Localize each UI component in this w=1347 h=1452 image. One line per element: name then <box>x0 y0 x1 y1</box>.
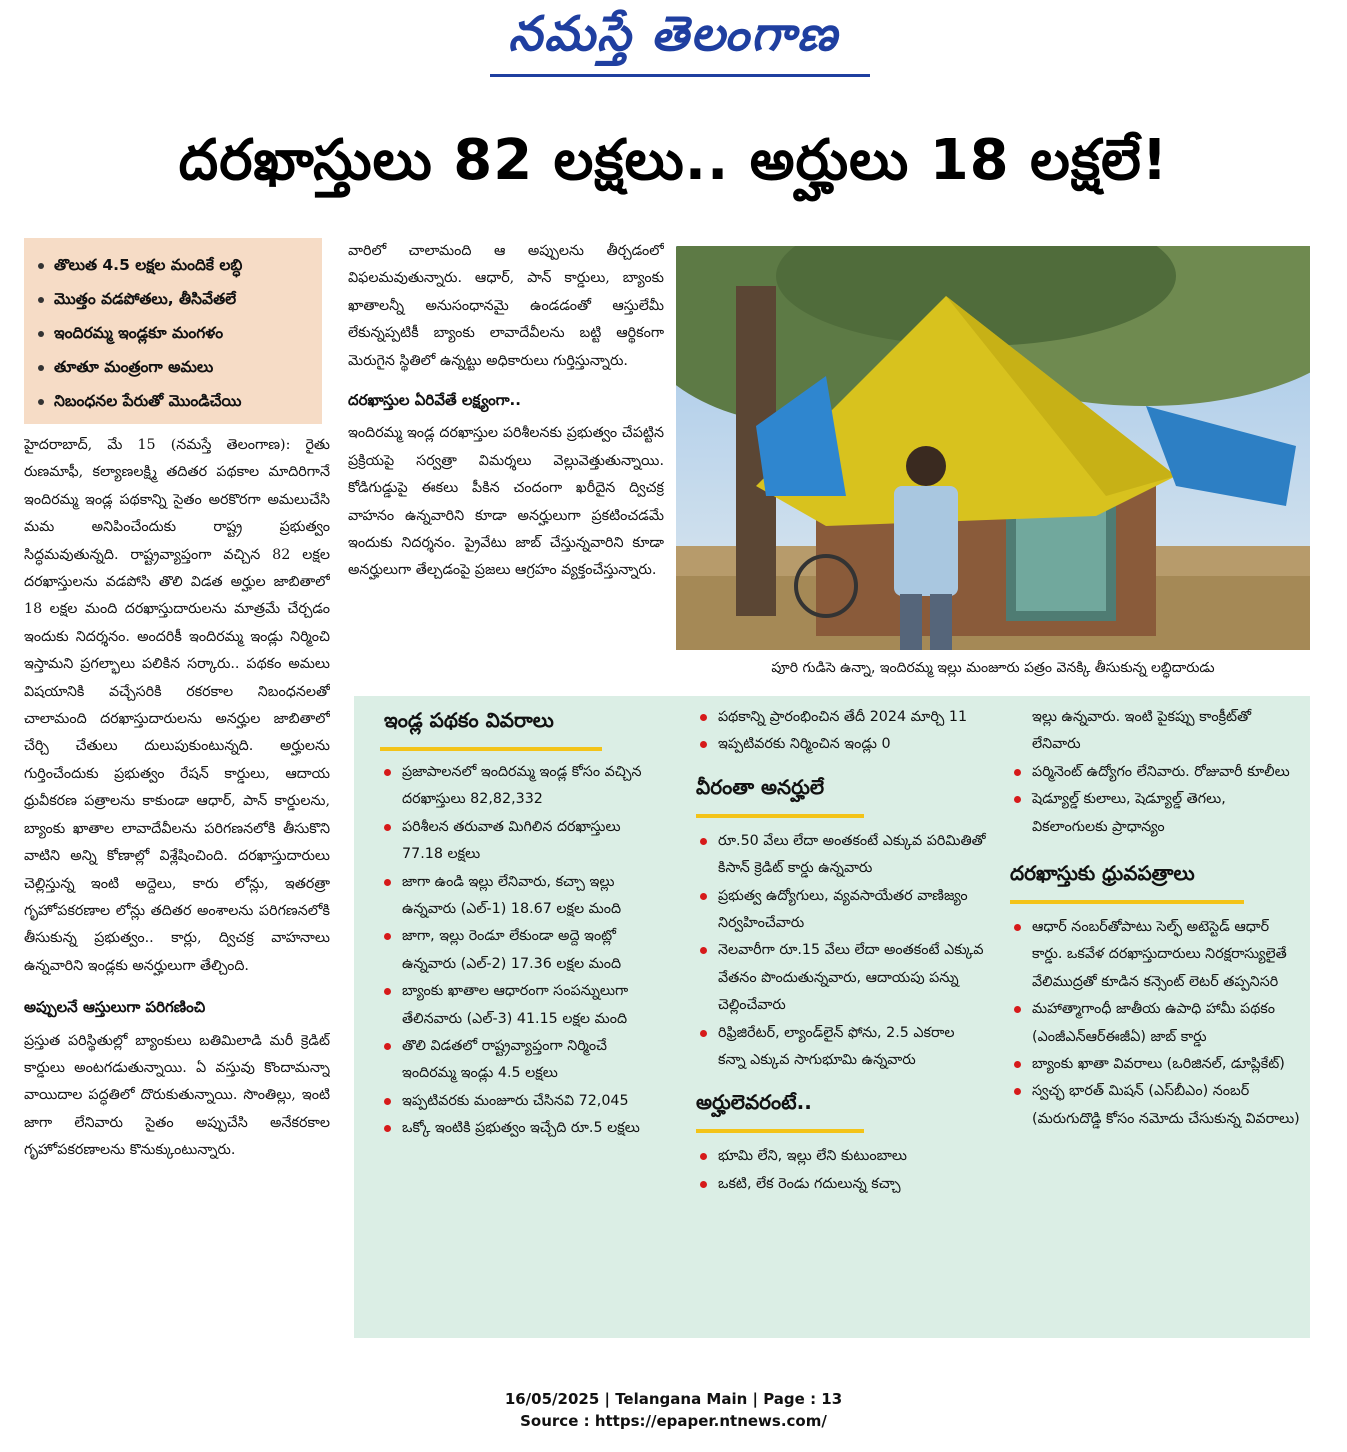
highlight-item: మొత్తం వడపోతలు, తీసివేతలే <box>38 282 314 316</box>
ineligible-column <box>696 704 986 1198</box>
ineligible-list <box>696 828 986 1075</box>
bullet-icon <box>384 824 391 831</box>
bullet-icon <box>700 1030 707 1037</box>
list-item: బ్యాంకు ఖాతాల ఆధారంగా సంపన్నులుగా తేలినవారు (ఎల్-3) 41.15 లక్షల మంది <box>380 978 662 1033</box>
documents-title: దరఖాస్తుకు ధ్రువపత్రాలు <box>1010 861 1195 886</box>
article-paragraph: హైదరాబాద్, మే 15 (నమస్తే తెలంగాణ): రైతు రుణమాఫీ, కల్యాణలక్ష్మి తదితర పథకాల మాదిరిగానే ఇందిరమ్మ ఇండ్ల పథకాన్ని సైతం అరకొరగా అమలుచేసి మమ అనిపించేందుకు రాష్ట్ర ప్రభుత్వం సిద్ధమవుతున్నది. రాష్ట్రవ్యాప్తంగా వచ్చిన 82 లక్షల దరఖాస్తులను వడపోసి తొలి విడత అర్హుల జాబితాలో 18 లక్షల మంది దరఖాస్తుదారులను మాత్రమే చేర్చడం ఇందుకు నిదర్శనం. అందరికీ ఇందిరమ్మ ఇండ్లు నిర్మించి ఇస్తామని ప్రగల్భాలు పలికిన సర్కారు.. పథకం అమలు విషయానికి వచ్చేసరికి రకరకాల నిబంధనలతో చాలామంది దరఖాస్తుదారులను అనర్హుల జాబితాలో చేర్చి చేతులు దులుపుకుంటున్నది. అర్హులను గుర్తించేందుకు ప్రభుత్వం రేషన్ కార్డులు, ఆదాయ ధ్రువీకరణ పత్రాలను కాకుండా ఆధార్, పాన్ కార్డులను, బ్యాంకు ఖాతాల లావాదేవీలను పరిగణనలోకి తీసుకొని వాటిని అన్ని కోణాల్లో విశ్లేషించింది. దరఖాస్తుదారులు చెల్లిస్తున్న ఇంటి అద్దెలు, కారు లోన్లు, ఇతరత్రా గృహోపకరణాల లోన్లు తదితర అంశాలను పరిగణనలోకి తీసుకున్న ప్రభుత్వం.. కార్లు, ద్విచక్ర వాహనాలు ఉన్నవారిని ఇండ్లకు అనర్హులుగా తేల్చింది. <box>24 437 330 974</box>
scheme-details-box <box>354 696 1310 1338</box>
list-item: రూ.50 వేలు లేదా అంతకంటే ఎక్కువ పరిమితితో కిసాన్ క్రెడిట్ కార్డు ఉన్నవారు <box>696 828 986 883</box>
eligible-list <box>696 1143 986 1198</box>
scheme-details-title: ఇండ్ల పథకం వివరాలు <box>384 708 554 732</box>
eligible-title: అర్హులెవరంటే.. <box>696 1090 812 1115</box>
bullet-icon <box>384 879 391 886</box>
title-underline <box>696 814 864 818</box>
photo-caption: పూరి గుడిసె ఉన్నా, ఇందిరమ్మ ఇల్లు మంజూరు పత్రం వెనక్కి తీసుకున్న లబ్ధిదారుడు <box>771 660 1215 676</box>
bullet-icon <box>700 893 707 900</box>
list-item: ఒకటి, లేక రెండు గదులున్న కచ్చా <box>696 1171 986 1198</box>
article-subhead: దరఖాస్తుల ఏరివేతే లక్ష్యంగా.. <box>348 391 521 410</box>
list-item: భూమి లేని, ఇల్లు లేని కుటుంబాలు <box>696 1143 986 1170</box>
list-item: నెలవారీగా రూ.15 వేలు లేదా అంతకంటే ఎక్కువ వేతనం పొందుతున్నవారు, ఆదాయపు పన్ను చెల్లించేవారు <box>696 937 986 1019</box>
scheme-details-list <box>380 759 662 1143</box>
bullet-icon <box>1014 796 1021 803</box>
list-item: ఆధార్ నంబర్‌తోపాటు సెల్ఫ్ అటెస్టెడ్ ఆధార్ కార్డు. ఒకవేళ దరఖాస్తుదారులు నిరక్షరాస్యులైతే వేలిముద్రతో కూడిన కన్సెంట్ లెటర్ తప్పనిసరి <box>1010 914 1302 996</box>
bullet-icon <box>700 1181 707 1188</box>
bullet-icon <box>1014 924 1021 931</box>
article-column-1 <box>24 432 330 1342</box>
list-item: పరిశీలన తరువాత మిగిలిన దరఖాస్తులు 77.18 లక్షలు <box>380 814 662 869</box>
bullet-icon <box>384 1098 391 1105</box>
footer-source: Source : https://epaper.ntnews.com/ <box>520 1412 827 1430</box>
bullet-icon <box>38 297 44 303</box>
scheme-details-list-cont <box>696 704 986 759</box>
bullet-icon <box>700 1153 707 1160</box>
list-item: ఒక్కో ఇంటికి ప్రభుత్వం ఇచ్చేది రూ.5 లక్షలు <box>380 1115 662 1142</box>
bullet-icon <box>38 263 44 269</box>
list-item: తొలి విడతలో రాష్ట్రవ్యాప్తంగా నిర్మించే ఇందిరమ్మ ఇండ్లు 4.5 లక్షలు <box>380 1033 662 1088</box>
bullet-icon <box>384 769 391 776</box>
list-item: ఇప్పటివరకు మంజూరు చేసినవి 72,045 <box>380 1088 662 1115</box>
list-item: జాగా ఉండి ఇల్లు లేనివారు, కచ్చా ఇల్లు ఉన్నవారు (ఎల్-1) 18.67 లక్షల మంది <box>380 869 662 924</box>
eligible-list-cont: ఇల్లు ఉన్నవారు. ఇంటి పైకప్పు కాంక్రీట్‌తో లేనివారు <box>1032 709 1252 753</box>
scheme-details-column <box>380 708 662 1143</box>
bullet-icon <box>384 1125 391 1132</box>
headline: దరఖాస్తులు 82 లక్షలు.. అర్హులు 18 లక్షలే! <box>178 128 1169 193</box>
list-item: జాగా, ఇల్లు రెండూ లేకుండా అద్దె ఇంట్లో ఉన్నవారు (ఎల్-2) 17.36 లక్షల మంది <box>380 923 662 978</box>
title-underline <box>1010 900 1244 904</box>
bullet-icon <box>1014 769 1021 776</box>
documents-list <box>1010 914 1302 1133</box>
bullet-icon <box>38 399 44 405</box>
article-column-2 <box>348 238 664 678</box>
documents-column <box>1010 704 1302 1133</box>
list-item: స్వచ్ఛ భారత్ మిషన్ (ఎస్‌బీఎం) నంబర్ (మరుగుదొడ్డి కోసం నమోదు చేసుకున్న వివరాలు) <box>1010 1078 1302 1133</box>
bullet-icon <box>38 331 44 337</box>
bullet-icon <box>1014 1006 1021 1013</box>
list-item: ఇప్పటివరకు నిర్మించిన ఇండ్లు 0 <box>696 731 986 758</box>
bullet-icon <box>700 741 707 748</box>
bullet-icon <box>1014 1061 1021 1068</box>
bullet-icon <box>700 838 707 845</box>
list-item: పథకాన్ని ప్రారంభించిన తేదీ 2024 మార్చి 11 <box>696 704 986 731</box>
article-paragraph: వారిలో చాలామంది ఆ అప్పులను తీర్చడంలో విఫలమవుతున్నారు. ఆధార్, పాన్ కార్డులు, బ్యాంకు ఖాతాలన్నీ అనుసంధానమై ఉండడంతో ఆస్తులేమీ లేకున్నప్పటికీ బ్యాంకు లావాదేవీలను బట్టి ఆర్థికంగా మెరుగైన స్థితిలో ఉన్నట్టు అధికారులు గుర్తిస్తున్నారు. <box>348 243 664 369</box>
highlight-item: తొలుత 4.5 లక్షల మందికే లబ్ధి <box>38 248 314 282</box>
bullet-icon <box>384 988 391 995</box>
bullet-icon <box>384 1043 391 1050</box>
highlight-item: ఇందిరమ్మ ఇండ్లకూ మంగళం <box>38 316 314 350</box>
ineligible-title: వీరంతా అనర్హులే <box>696 774 825 799</box>
title-underline <box>380 747 602 751</box>
hut-photo-illustration <box>676 246 1310 650</box>
bullet-icon <box>700 714 707 721</box>
footer-date-page: 16/05/2025 | Telangana Main | Page : 13 <box>504 1390 843 1408</box>
news-photo <box>676 246 1310 650</box>
list-item: రిఫ్రిజిరేటర్, ల్యాండ్‌లైన్ ఫోను, 2.5 ఎకరాల కన్నా ఎక్కువ సాగుభూమి ఉన్నవారు <box>696 1020 986 1075</box>
list-item: మహాత్మాగాంధీ జాతీయ ఉపాధి హామీ పథకం (ఎంజీఎన్ఆర్ఈజీఏ) జాబ్ కార్డు <box>1010 996 1302 1051</box>
masthead-underline <box>490 74 870 77</box>
list-item: షెడ్యూల్డ్ కులాలు, షెడ్యూల్డ్ తెగలు, వికలాంగులకు ప్రాధాన్యం <box>1010 786 1302 841</box>
title-underline <box>696 1129 864 1133</box>
page-footer <box>0 1388 1347 1432</box>
highlight-item: తూతూ మంత్రంగా అమలు <box>38 350 314 384</box>
bullet-icon <box>38 365 44 371</box>
eligible-list-2 <box>1010 759 1302 841</box>
highlight-item: నిబంధనల పేరుతో మొండిచేయి <box>38 384 314 418</box>
bullet-icon <box>700 947 707 954</box>
highlights-box <box>24 238 322 424</box>
article-paragraph: ప్రస్తుత పరిస్థితుల్లో బ్యాంకులు బతిమిలాడి మరీ క్రెడిట్ కార్డులు అంటగడుతున్నాయి. ఏ వస్తువు కొందామన్నా వాయిదాల పద్ధతిలో దొరుకుతున్నాయి. సొంతిల్లు, ఇంటి జాగా లేనివారు సైతం అప్పుచేసి అనేకరకాల గృహోపకరణాలను కొనుక్కుంటున్నారు. <box>24 1032 330 1159</box>
list-item: ప్రజాపాలనలో ఇందిరమ్మ ఇండ్ల కోసం వచ్చిన దరఖాస్తులు 82,82,332 <box>380 759 662 814</box>
list-item: పర్మినెంట్ ఉద్యోగం లేనివారు. రోజువారీ కూలీలు <box>1010 759 1302 786</box>
list-item: ప్రభుత్వ ఉద్యోగులు, వ్యవసాయేతర వాణిజ్యం నిర్వహించేవారు <box>696 883 986 938</box>
article-paragraph: ఇందిరమ్మ ఇండ్ల దరఖాస్తుల పరిశీలనకు ప్రభుత్వం చేపట్టిన ప్రక్రియపై సర్వత్రా విమర్శలు వెల్లువెత్తుతున్నాయి. కోడిగుడ్డుపై ఈకలు పీకిన చందంగా ఖరీదైన ద్విచక్ర వాహనం ఉన్నవారిని కూడా అనర్హులుగా ప్రకటించడమే ఇందుకు నిదర్శనం. ప్రైవేటు జాబ్ చేస్తున్నవారిని కూడా అనర్హులుగా తేల్చడంపై ప్రజలు ఆగ్రహం వ్యక్తంచేస్తున్నారు. <box>348 425 664 579</box>
bullet-icon <box>1014 1088 1021 1095</box>
bullet-icon <box>384 933 391 940</box>
article-subhead: అప్పులనే ఆస్తులుగా పరిగణించి <box>24 998 206 1017</box>
masthead-logo: నమస్తే తెలంగాణ <box>508 6 839 62</box>
list-item: బ్యాంకు ఖాతా వివరాలు (ఒరిజినల్, డూప్లికేట్) <box>1010 1051 1302 1078</box>
